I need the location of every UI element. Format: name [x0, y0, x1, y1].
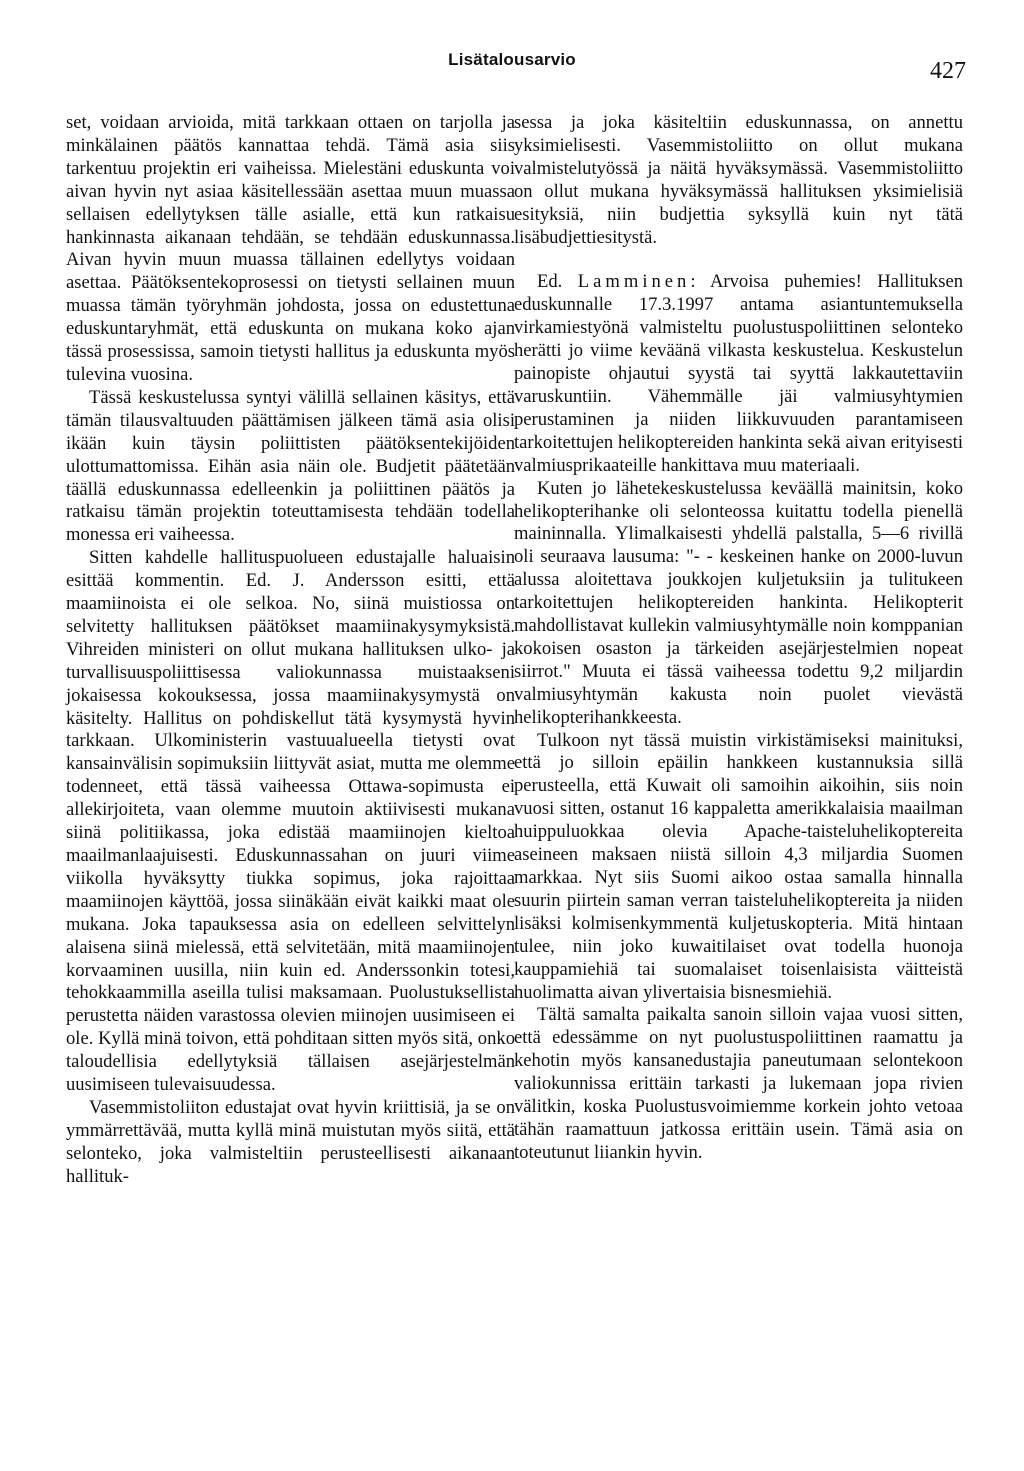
speaker-prefix: Ed. — [537, 271, 578, 293]
right-column — [514, 112, 963, 1165]
paragraph: Vasemmistoliiton edustajat ovat hyvin kriittisiä, ja se on ymmärrettävää, mutta kyllä minä muistutan myös siitä, että selonteko, joka valmisteltiin perusteellisesti aikanaan hallituk- — [66, 1096, 515, 1187]
paragraph: Tulkoon nyt tässä muistin virkistämiseksi mainituksi, että jo silloin epäilin hankkeen kustannuksia sillä perusteella, että Kuwait oli samoihin aikoihin, siis noin vuosi sitten, ostanut 16 kappaletta amerikkalaisia maailman huippuluokkaa olevia Apache-taisteluhelikoptereita aseineen maksaen niistä silloin 4,3 miljardia Suomen markkaa. Nyt siis Suomi aikoo ostaa samalla hinnalla suurin piirtein saman verran taisteluhelikoptereita ja niiden lisäksi kolmisenkymmentä kuljetuskopteria. Mitä hintaan tulee, niin joko kuwaitilaiset ovat todella huonoja kauppamiehiä tai suomalaiset toisenlaisista väitteistä huolimatta aivan ylivertaisia bisnesmiehiä. — [514, 729, 963, 1003]
running-title: Lisätalousarvio — [448, 50, 576, 69]
speaker-name: Lamminen — [577, 271, 691, 293]
paragraph: Sitten kahdelle hallituspuolueen edustajalle haluaisin esittää kommentin. Ed. J. Andersson esitti, että maamiinoista ei ole selkoa. No, siinä muistiossa on selvitetty hallituksen päätökset maamiinakysymyksistä. Vihreiden ministeri on ollut mukana hallituksen ulko- ja turvallisuuspoliittisessa valiokunnassa muistaakseni jokaisessa kokouksessa, jossa maamiinakysymystä on käsitelty. Hallitus on pohdiskellut tätä kysymystä hyvin tarkkaan. Ulkoministerin vastuualueella tietysti ovat kansainvälisin sopimuksiin liittyvät asiat, mutta me olemme todenneet, että tässä vaiheessa Ottawa-sopimusta ei allekirjoiteta, vaan olemme muutoin aktiivisesti mukana siinä politiikassa, joka edistää maamiinojen kieltoa maailmanlaajuisesti. Eduskunnassahan on juuri viime viikolla hyväksytty tiukka sopimus, joka rajoittaa maamiinojen käyttöä, jossa siinäkään eivät kaikki maat ole mukana. Joka tapauksessa asia on edelleen selvittelyn alaisena siinä mielessä, että selvitetään, mitä maamiinojen korvaaminen uusilla, niin kuin ed. Anderssonkin totesi, tehokkaammilla aseilla tulisi maksamaan. Puolustuksellista perustetta näiden varastossa olevien miinojen uusimiseen ei ole. Kyllä minä toivon, että pohditaan sitten myös sitä, onko taloudellisia edellytyksiä tällaisen asejärjestelmän uusimiseen tulevaisuudessa. — [66, 547, 515, 1096]
left-column — [66, 112, 515, 1189]
paragraph: Kuten jo lähetekeskustelussa keväällä mainitsin, koko helikopterihanke oli selonteossa kuitattu todella pienellä maininnalla. Ylimalkaisesti yhdellä palstalla, 5—6 rivillä oli seuraava lausuma: "- - keskeinen hanke on 2000-luvun alussa aloitettava joukkojen kuljetuksiin ja tulitukeen tarkoitettujen helikoptereiden hankinta. Helikopterit mahdollistavat kullekin valmiusyhtymälle noin komppanian kokoisen osaston ja tärkeiden asejärjestelmien nopeat siirrot." Muuta ei tässä vaiheessa todettu 9,2 miljardin valmiusyhtymän kakusta noin puolet vievästä helikopterihankkeesta. — [514, 477, 963, 728]
page-number: 427 — [930, 58, 966, 84]
paragraph: Tässä keskustelussa syntyi välillä sellainen käsitys, että tämän tilausvaltuuden päättämisen jälkeen tämä asia olisi ikään kuin täysin poliittisten päätöksentekijöiden ulottumattomissa. Eihän asia näin ole. Budjetit päätetään täällä eduskunnassa edelleenkin ja poliittinen päätös ja ratkaisu tämän projektin toteuttamisesta tehdään todella monessa eri vaiheessa. — [66, 386, 515, 546]
speaker-paragraph — [514, 271, 963, 477]
paragraph: sessa ja joka käsiteltiin eduskunnassa, on annettu yksimielisesti. Vasemmistoliitto on ollut mukana valmistelutyössä ja näitä hyväksymässä. Vasemmistoliitto on ollut mukana hyväksymässä hallituksen yksimielisiä esityksiä, niin budjettia syksyllä kuin nyt tätä lisäbudjettiesitystä. — [514, 112, 963, 248]
speaker-text: : Arvoisa puhemies! Hallituksen eduskunnalle 17.3.1997 antama asiantuntemuksella virkamiestyönä valmisteltu puolustuspoliittinen selonteko herätti jo viime keväänä vilkasta keskustelua. Keskustelun painopiste ohjautui syystä tai syyttä lakkautettaviin varuskuntiin. Vähemmälle jäi valmiusyhtymien perustaminen ja niiden liikkuvuuden parantamiseen tarkoitettujen helikoptereiden hankinta sekä aivan erityisesti valmiusprikaateille hankittava muu materiaali. — [514, 271, 963, 476]
paragraph: Tältä samalta paikalta sanoin silloin vajaa vuosi sitten, että edessämme on nyt puolustuspoliittinen raamattu ja kehotin myös kansanedustajia paneutumaan selontekoon valiokunnissa erittäin tarkasti ja lukemaan jopa rivien välitkin, koska Puolustusvoimiemme korkein johto vetoaa tähän raamattuun jatkossa erittäin usein. Tämä asia on toteutunut liiankin hyvin. — [514, 1004, 963, 1163]
paragraph: set, voidaan arvioida, mitä tarkkaan ottaen on tarjolla ja minkälainen päätös kannattaa tehdä. Tämä asia siis tarkentuu projektin eri vaiheissa. Mielestäni eduskunta voi aivan hyvin nyt asiaa käsitellessään asettaa muun muassa sellaisen edellytyksen tälle asialle, että kun ratkaisu hankinnasta aikanaan tehdään, se tehdään eduskunnassa. Aivan hyvin muun muassa tällainen edellytys voidaan asettaa. Päätöksentekoprosessi on tietysti sellainen muun muassa tämän työryhmän johdosta, jossa on edustettuna eduskuntaryhmät, että eduskunta on mukana koko ajan tässä prosessissa, samoin tietysti hallitus ja eduskunta myös tulevina vuosina. — [66, 112, 515, 385]
